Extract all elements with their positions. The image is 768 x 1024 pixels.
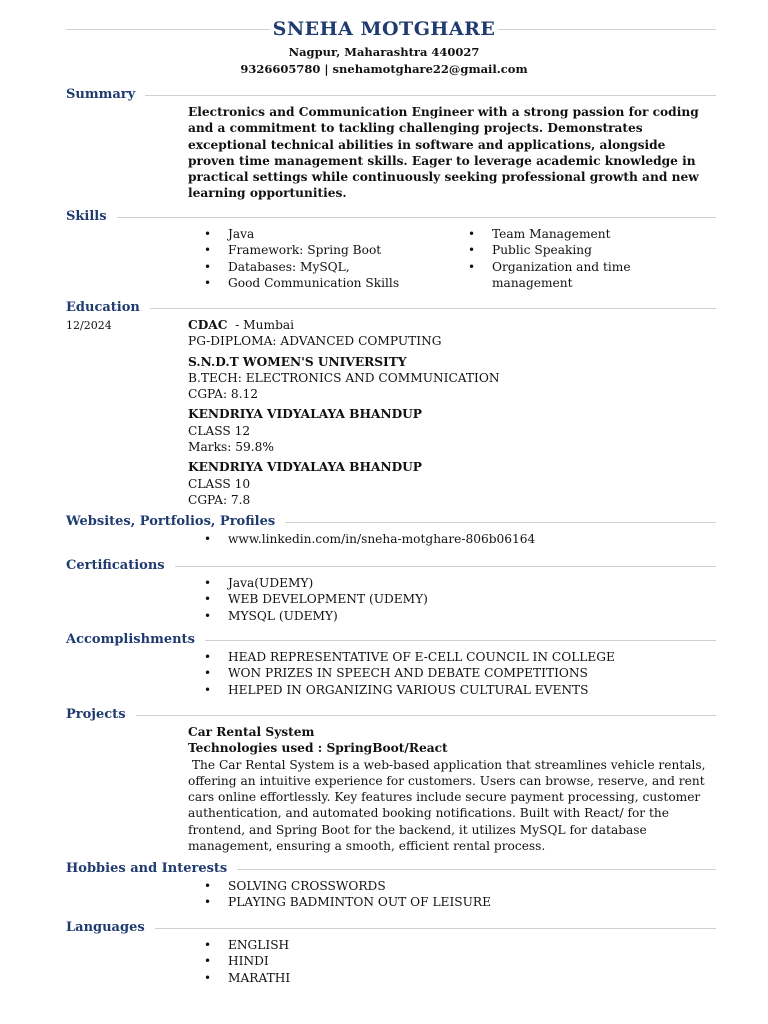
- accomplishments-title: Accomplishments: [66, 631, 205, 649]
- summary-title: Summary: [66, 86, 145, 104]
- section-rule: [66, 217, 716, 218]
- skill-item: • Databases: MySQL,: [188, 259, 452, 275]
- languages-title: Languages: [66, 919, 155, 937]
- projects-section: [66, 706, 716, 854]
- skill-item: • Good Communication Skills: [188, 275, 452, 291]
- school-name: CDAC: [188, 318, 228, 332]
- degree-line: CLASS 10: [188, 476, 251, 491]
- degree-line: B.TECH: ELECTRONICS AND COMMUNICATION: [188, 370, 500, 385]
- section-rule: [66, 715, 716, 716]
- skills-section: [66, 208, 716, 291]
- skills-list-right: [452, 226, 672, 291]
- hobby-item: • PLAYING BADMINTON OUT OF LEISURE: [188, 894, 716, 910]
- accomplishment-item: • HELPED IN ORGANIZING VARIOUS CULTURAL EVENTS: [188, 682, 716, 698]
- projects-title: Projects: [66, 706, 136, 724]
- summary-section: [66, 86, 716, 202]
- school-name: KENDRIYA VIDYALAYA BHANDUP: [188, 460, 422, 475]
- education-entry: [188, 354, 716, 403]
- project-entry: [188, 724, 716, 854]
- section-rule: [66, 928, 716, 929]
- skill-item: • Framework: Spring Boot: [188, 242, 452, 258]
- language-item: • MARATHI: [188, 970, 716, 986]
- summary-text: Electronics and Communication Engineer with a strong passion for coding and a commitment to tackling challenging projects. Demonstrates exceptional technical abilities in software and applications, alongside proven time management skills. Eager to leverage academic knowledge in practical settings while continuously seeking professional growth and new learning opportunities.: [188, 105, 699, 201]
- education-title: Education: [66, 299, 150, 317]
- hobbies-list: [188, 878, 716, 911]
- project-name: Car Rental System: [188, 725, 315, 739]
- education-entry: [188, 317, 716, 350]
- school-name: S.N.D.T WOMEN'S UNIVERSITY: [188, 354, 407, 369]
- education-entry: [188, 406, 716, 455]
- website-link[interactable]: • www.linkedin.com/in/sneha-motghare-806b06164: [188, 531, 716, 547]
- accomplishments-list: [188, 649, 716, 698]
- contact-info: 9326605780 | snehamotghare22@gmail.com: [240, 62, 528, 76]
- accomplishments-section: [66, 631, 716, 698]
- accomplishment-item: • HEAD REPRESENTATIVE OF E-CELL COUNCIL IN COLLEGE: [188, 649, 716, 665]
- degree-line: CGPA: 8.12: [188, 387, 259, 402]
- degree-line: CLASS 12: [188, 423, 251, 438]
- skills-title: Skills: [66, 208, 117, 226]
- languages-list: [188, 937, 716, 986]
- certifications-title: Certifications: [66, 557, 175, 575]
- education-entry: [188, 459, 716, 508]
- project-description: The Car Rental System is a web-based application that streamlines vehicle rentals, offering an intuitive experience for customers. Users can browse, reserve, and rent cars online effortlessly. Key features include secure payment processing, customer authentication, and automated booking notifications. Built with React/ for the frontend, and Spring Boot for the backend, it utilizes MySQL for database management, ensuring a smooth, efficient rental process.: [188, 757, 710, 854]
- candidate-name: SNEHA MOTGHARE: [272, 18, 496, 40]
- websites-list: [188, 531, 716, 547]
- websites-section: [66, 513, 716, 547]
- name-row: [0, 16, 768, 44]
- skill-item: • Public Speaking: [452, 242, 672, 258]
- degree-line: CGPA: 7.8: [188, 492, 251, 507]
- education-section: [66, 299, 716, 512]
- skill-item: • Java: [188, 226, 452, 242]
- hobby-item: • SOLVING CROSSWORDS: [188, 878, 716, 894]
- skills-list-left: [188, 226, 452, 291]
- degree-line: PG-DIPLOMA: ADVANCED COMPUTING: [188, 334, 442, 349]
- header-rule-left: [66, 29, 270, 30]
- resume-header: [0, 16, 768, 78]
- school-name: KENDRIYA VIDYALAYA BHANDUP: [188, 407, 422, 422]
- skill-item: • Team Management: [452, 226, 672, 242]
- education-date: 12/2024: [66, 319, 112, 332]
- language-item: • ENGLISH: [188, 937, 716, 953]
- certifications-section: [66, 557, 716, 624]
- skills-columns: [188, 226, 716, 291]
- section-rule: [66, 308, 716, 309]
- certifications-list: [188, 575, 716, 624]
- languages-section: [66, 919, 716, 986]
- school-location: - Mumbai: [235, 318, 295, 332]
- address: Nagpur, Maharashtra 440027: [288, 45, 480, 59]
- project-tech: Technologies used : SpringBoot/React: [188, 741, 448, 756]
- section-rule: [66, 95, 716, 96]
- certification-item: • MYSQL (UDEMY): [188, 608, 716, 624]
- certification-item: • WEB DEVELOPMENT (UDEMY): [188, 591, 716, 607]
- degree-line: Marks: 59.8%: [188, 440, 274, 455]
- hobbies-title: Hobbies and Interests: [66, 860, 237, 878]
- education-entries: [188, 317, 716, 508]
- websites-title: Websites, Portfolios, Profiles: [66, 513, 285, 531]
- certification-item: • Java(UDEMY): [188, 575, 716, 591]
- accomplishment-item: • WON PRIZES IN SPEECH AND DEBATE COMPETITIONS: [188, 665, 716, 681]
- language-item: • HINDI: [188, 953, 716, 969]
- hobbies-section: [66, 860, 716, 911]
- header-rule-right: [498, 29, 716, 30]
- skill-item: • Organization and time management: [452, 259, 672, 292]
